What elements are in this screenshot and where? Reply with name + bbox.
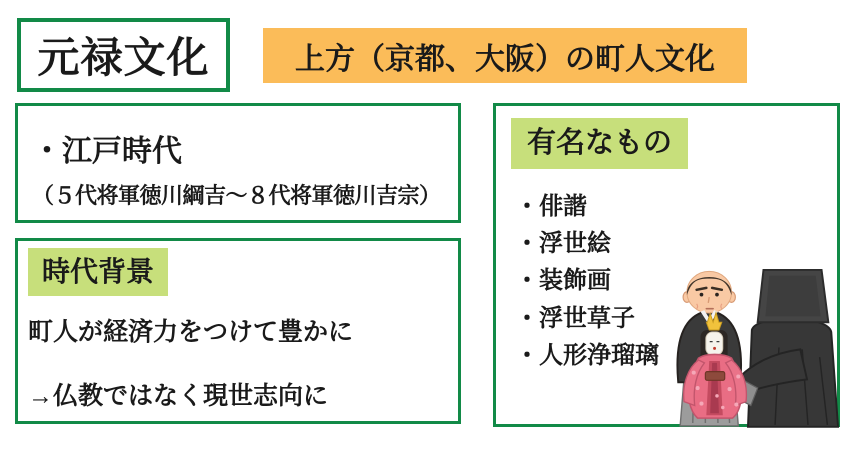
era-heading: ・江戸時代 (32, 135, 182, 168)
page-title: 元禄文化 (37, 34, 210, 81)
list-item: ・俳諧 (515, 193, 587, 220)
era-box (15, 103, 461, 223)
background-line-1: 町人が経済力をつけて豊かに (28, 318, 354, 346)
background-heading: 時代背景 (28, 248, 168, 296)
background-line-2: →仏教ではなく現世志向に (28, 382, 329, 410)
bunraku-illustration (655, 260, 839, 430)
subtitle-banner (263, 28, 747, 83)
subtitle-text: 上方（京都、大阪）の町人文化 (295, 42, 715, 76)
famous-box (493, 103, 840, 427)
list-item: ・装飾画 (515, 267, 611, 295)
list-item: ・人形浄瑠璃 (515, 341, 659, 369)
title-box (17, 18, 230, 92)
era-detail: （５代将軍徳川綱吉～８代将軍徳川吉宗） (32, 183, 441, 208)
kurogo-puppeteer (732, 270, 838, 427)
background-box (15, 238, 461, 424)
list-item: ・浮世草子 (515, 304, 635, 332)
list-item: ・浮世絵 (515, 230, 611, 258)
famous-heading: 有名なもの (511, 118, 688, 169)
